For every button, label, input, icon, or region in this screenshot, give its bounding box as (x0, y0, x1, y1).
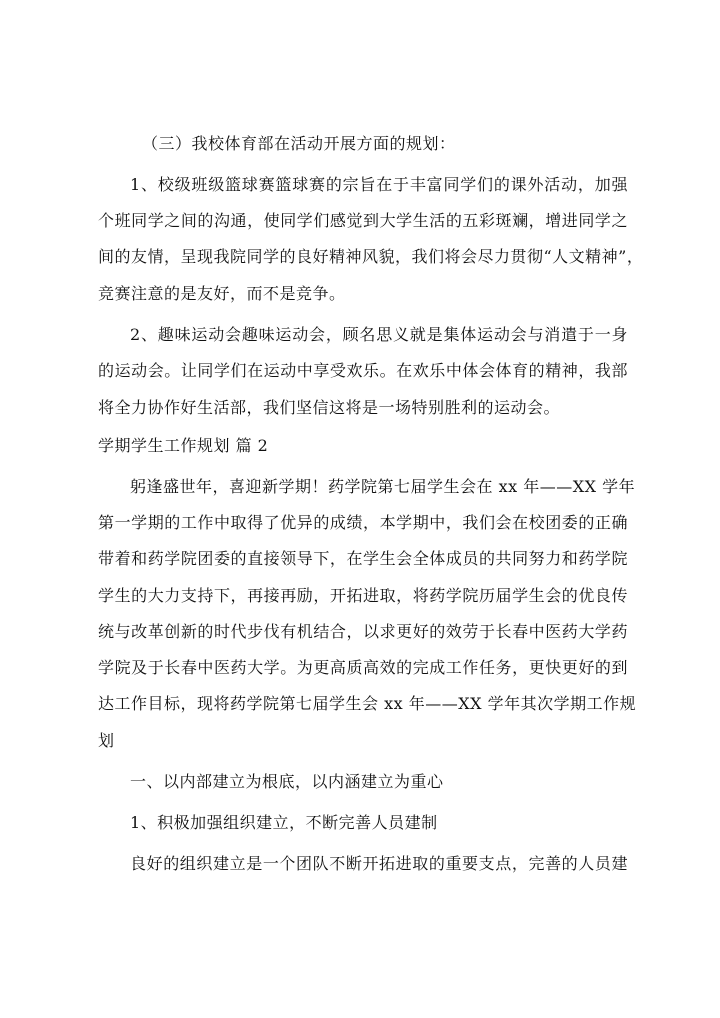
paragraph-line: 带着和药学院团委的直接领导下，在学生会全体成员的共同努力和药学院 (98, 549, 628, 568)
paragraph-line: 个班同学之间的沟通，使同学们感觉到大学生活的五彩斑斓，增进同学之 (98, 211, 628, 230)
subsection-heading: 1、积极加强组织建立，不断完善人员建制 (130, 813, 438, 832)
paragraph-line: 1、校级班级篮球赛篮球赛的宗旨在于丰富同学们的课外活动，加强 (130, 175, 628, 194)
section-heading: （三）我校体育部在活动开展方面的规划： (142, 134, 456, 153)
part-title: 学期学生工作规划 篇 2 (98, 436, 269, 455)
paragraph-line: 间的友情，呈现我院同学的良好精神风貌，我们将会尽力贯彻“人文精神”， (98, 247, 644, 266)
paragraph-line: 竞赛注意的是友好，而不是竞争。 (98, 284, 346, 303)
paragraph-line: 将全力协作好生活部，我们坚信这将是一场特别胜利的运动会。 (98, 398, 561, 417)
paragraph-line: 学生的大力支持下，再接再励，开拓进取，将药学院历届学生会的优良传 (98, 586, 628, 605)
paragraph-line: 统与改革创新的时代步伐有机结合，以求更好的效劳于长春中医药大学药 (98, 622, 628, 641)
paragraph-line: 第一学期的工作中取得了优异的成绩，本学期中，我们会在校团委的正确 (98, 513, 628, 532)
paragraph-line: 划 (98, 731, 115, 750)
paragraph-line: 的运动会。让同学们在运动中享受欢乐。在欢乐中体会体育的精神，我部 (98, 361, 628, 380)
section-heading: 一、以内部建立为根底，以内涵建立为重心 (130, 772, 444, 791)
paragraph-line: 良好的组织建立是一个团队不断开拓进取的重要支点，完善的人员建 (130, 854, 628, 873)
paragraph-line: 2、趣味运动会趣味运动会，顾名思义就是集体运动会与消遣于一身 (130, 325, 628, 344)
paragraph-line: 学院及于长春中医药大学。为更高质高效的完成工作任务，更快更好的到 (98, 658, 628, 677)
paragraph-line: 达工作目标，现将药学院第七届学生会 xx 年——XX 学年其次学期工作规 (98, 694, 637, 713)
paragraph-line: 躬逢盛世年，喜迎新学期！药学院第七届学生会在 xx 年——XX 学年 (130, 477, 636, 496)
